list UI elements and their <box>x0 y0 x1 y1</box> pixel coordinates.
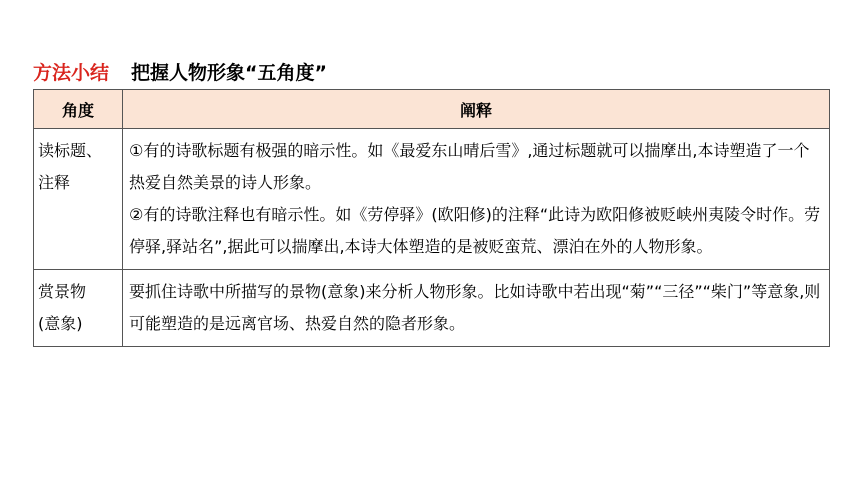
explanation-paragraph: ②有的诗歌注释也有暗示性。如《劳停驿》(欧阳修)的注释“此诗为欧阳修被贬峡州夷陵令时作。劳停驿,驿站名”,据此可以揣摩出,本诗大体塑造的是被贬蛮荒、漂泊在外的人物形象。 <box>129 205 821 256</box>
angle-line: 注释 <box>38 173 71 192</box>
header-angle: 角度 <box>34 90 123 129</box>
explanation-paragraph: ①有的诗歌标题有极强的暗示性。如《最爱东山晴后雪》,通过标题就可以揣摩出,本诗塑造了一个热爱自然美景的诗人形象。 <box>129 141 810 192</box>
angle-cell <box>34 270 123 347</box>
method-table <box>33 89 830 347</box>
table-row <box>34 129 830 270</box>
angle-line: 赏景物 <box>38 282 87 301</box>
angle-line: 读标题、 <box>38 141 103 160</box>
section-heading <box>33 58 327 85</box>
angle-cell <box>34 129 123 270</box>
angle-line: (意象) <box>38 314 83 333</box>
table-row <box>34 270 830 347</box>
explanation-cell <box>123 270 830 347</box>
section-title: 把握人物形象“五角度” <box>131 62 327 84</box>
explanation-paragraph: 要抓住诗歌中所描写的景物(意象)来分析人物形象。比如诗歌中若出现“菊”“三径”“柴门”等意象,则可能塑造的是远离官场、热爱自然的隐者形象。 <box>129 282 821 333</box>
method-summary-tag: 方法小结 <box>33 62 110 84</box>
explanation-cell <box>123 129 830 270</box>
header-explanation: 阐释 <box>123 90 830 129</box>
table-header-row <box>34 90 830 129</box>
